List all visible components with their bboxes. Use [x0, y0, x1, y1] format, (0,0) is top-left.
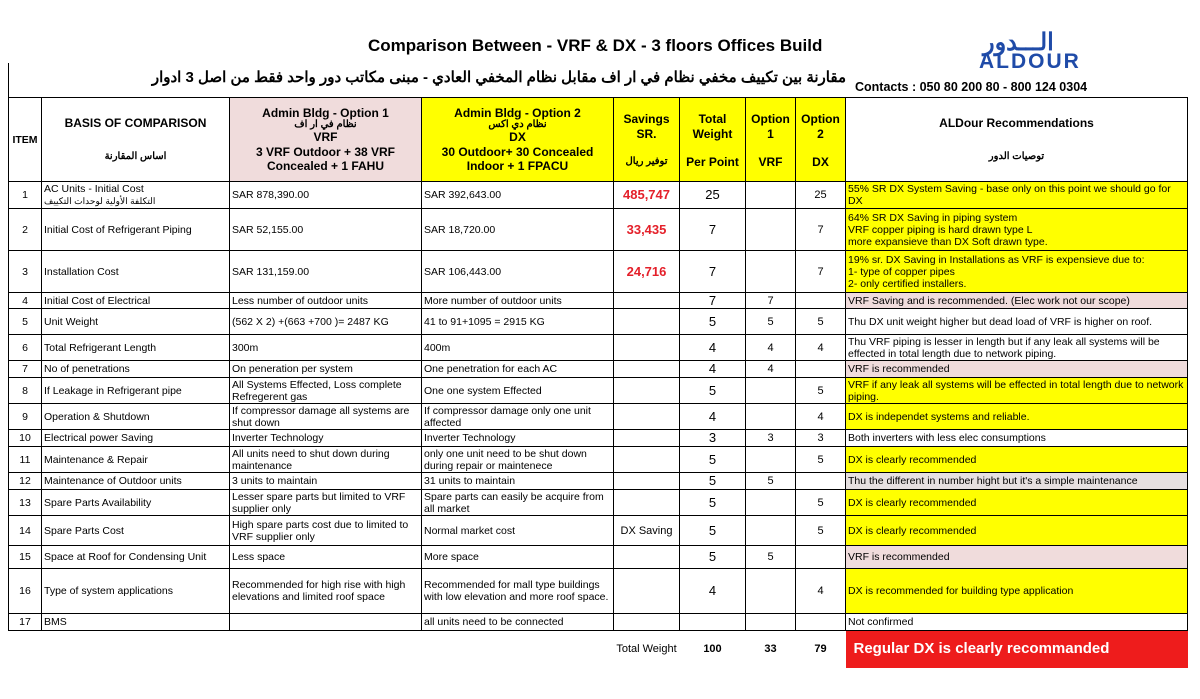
- basis-text: AC Units - Initial Cost: [44, 183, 144, 195]
- item-number-cell: 17: [9, 614, 42, 631]
- basis-text: No of penetrations: [44, 363, 130, 375]
- option2-points-cell: 25: [796, 182, 846, 209]
- option2-cell: Normal market cost: [422, 516, 614, 546]
- option2-points-cell: 4: [796, 335, 846, 361]
- basis-cell: [42, 335, 230, 361]
- recommendation-cell: DX is clearly recommended: [846, 490, 1188, 516]
- item-number-cell: 8: [9, 378, 42, 404]
- savings-cell: 33,435: [614, 209, 680, 251]
- option1-cell: Less space: [230, 546, 422, 569]
- table-row: [9, 182, 1188, 209]
- item-number-cell: 10: [9, 430, 42, 447]
- table-row: [9, 309, 1188, 335]
- option1-total-value: 33: [764, 643, 777, 656]
- header-basis: BASIS OF COMPARISON اساس المقارنة: [42, 98, 230, 182]
- weight-cell: 5: [680, 516, 746, 546]
- footer-spacer-item: [9, 631, 42, 668]
- weight-cell: 5: [680, 447, 746, 473]
- option1-cell: [230, 614, 422, 631]
- item-number-cell: 7: [9, 361, 42, 378]
- item-number-cell: 4: [9, 293, 42, 309]
- header-option2-points: Option 2 DX: [796, 98, 846, 182]
- weight-cell: 3: [680, 430, 746, 447]
- basis-cell: [42, 430, 230, 447]
- basis-cell: [42, 182, 230, 209]
- footer-spacer-opt2: [422, 631, 614, 668]
- savings-cell: [614, 309, 680, 335]
- option1-cell: Less number of outdoor units: [230, 293, 422, 309]
- basis-cell: [42, 251, 230, 293]
- item-number-cell: 16: [9, 569, 42, 614]
- header-option1: Admin Bldg - Option 1 نظام في ار اف VRF 3 VRF Outdoor + 38 VRF Concealed + 1 FAHU: [230, 98, 422, 182]
- basis-cell: [42, 490, 230, 516]
- item-number-cell: 14: [9, 516, 42, 546]
- basis-cell: [42, 404, 230, 430]
- item-number-cell: 11: [9, 447, 42, 473]
- savings-cell: 24,716: [614, 251, 680, 293]
- option2-cell: SAR 18,720.00: [422, 209, 614, 251]
- savings-cell: [614, 361, 680, 378]
- basis-text: Unit Weight: [44, 315, 99, 328]
- header-item: ITEM: [9, 98, 42, 182]
- basis-text: Initial Cost of Electrical: [44, 294, 151, 307]
- total-weight-row: [9, 631, 1188, 668]
- weight-cell: 4: [680, 335, 746, 361]
- header-option2: Admin Bldg - Option 2 نظام دي اكس DX 30 Outdoor+ 30 Concealed Indoor + 1 FPACU: [422, 98, 614, 182]
- weight-cell: 5: [680, 490, 746, 516]
- header-savings: Savings SR. توفير ريال: [614, 98, 680, 182]
- savings-cell: [614, 473, 680, 490]
- option1-cell: (562 X 2) +(663 +700 )= 2487 KG: [230, 309, 422, 335]
- weight-cell: [680, 614, 746, 631]
- option1-cell: 300m: [230, 335, 422, 361]
- option1-points-cell: [746, 490, 796, 516]
- option2-points-cell: 4: [796, 569, 846, 614]
- option1-points-cell: 3: [746, 430, 796, 447]
- option1-cell: SAR 52,155.00: [230, 209, 422, 251]
- basis-text: Spare Parts Cost: [44, 524, 124, 537]
- option2-cell: SAR 106,443.00: [422, 251, 614, 293]
- recommendation-cell: VRF is recommended: [846, 546, 1188, 569]
- option1-points-cell: 5: [746, 473, 796, 490]
- option2-cell: all units need to be connected: [422, 614, 614, 631]
- option2-cell: SAR 392,643.00: [422, 182, 614, 209]
- option1-cell: SAR 878,390.00: [230, 182, 422, 209]
- option1-cell: 3 units to maintain: [230, 473, 422, 490]
- basis-text: Electrical power Saving: [44, 432, 154, 444]
- weight-cell: 4: [680, 361, 746, 378]
- total-weight-value: 100: [703, 643, 722, 656]
- savings-cell: [614, 293, 680, 309]
- table-row: [9, 516, 1188, 546]
- table-row: [9, 378, 1188, 404]
- table-row: [9, 473, 1188, 490]
- option1-cell: High spare parts cost due to limited to VRF supplier only: [230, 516, 422, 546]
- basis-text: Maintenance of Outdoor units: [44, 475, 182, 487]
- footer-spacer-opt1: [230, 631, 422, 668]
- option2-points-cell: 7: [796, 251, 846, 293]
- savings-cell: [614, 546, 680, 569]
- recommendation-cell: Thu VRF piping is lesser in length but if any leak all systems will be effected in total length due to network piping.: [846, 335, 1188, 361]
- option1-cell: All Systems Effected, Loss complete Refregerent gas: [230, 378, 422, 404]
- table-row: [9, 490, 1188, 516]
- basis-cell: [42, 378, 230, 404]
- header-recommendations: ALDour Recommendations توصيات الدور: [846, 98, 1188, 182]
- option1-points-cell: 5: [746, 309, 796, 335]
- savings-cell: [614, 378, 680, 404]
- table-header-row: [9, 98, 1188, 182]
- header-option1-points: Option 1 VRF: [746, 98, 796, 182]
- item-number-cell: 5: [9, 309, 42, 335]
- table-row: [9, 251, 1188, 293]
- table-row: [9, 430, 1188, 447]
- item-number-cell: 15: [9, 546, 42, 569]
- recommendation-cell: VRF if any leak all systems will be effected in total length due to network piping.: [846, 378, 1188, 404]
- recommendation-cell: DX is recommended for building type application: [846, 569, 1188, 614]
- option1-points-cell: 4: [746, 335, 796, 361]
- option2-points-cell: 5: [796, 309, 846, 335]
- option1-points-cell: [746, 569, 796, 614]
- basis-text: Type of system applications: [44, 585, 173, 597]
- option1-points-cell: [746, 251, 796, 293]
- weight-cell: 5: [680, 309, 746, 335]
- savings-cell: [614, 614, 680, 631]
- header-total-weight: Total Weight Per Point: [680, 98, 746, 182]
- table-row: [9, 293, 1188, 309]
- option2-cell: Spare parts can easily be acquire from all market: [422, 490, 614, 516]
- item-number-cell: 2: [9, 209, 42, 251]
- weight-cell: 7: [680, 293, 746, 309]
- item-number-cell: 3: [9, 251, 42, 293]
- option1-points-cell: 7: [746, 293, 796, 309]
- savings-cell: [614, 569, 680, 614]
- contacts-line: Contacts : 050 80 200 80 - 800 124 0304: [855, 80, 1088, 94]
- option2-cell: Recommended for mall type buildings with low elevation and more roof space.: [422, 569, 614, 614]
- option2-points-cell: [796, 293, 846, 309]
- basis-text: If Leakage in Refrigerant pipe: [44, 384, 182, 397]
- savings-cell: [614, 490, 680, 516]
- basis-cell: [42, 309, 230, 335]
- option2-cell: 41 to 91+1095 = 2915 KG: [422, 309, 614, 335]
- basis-cell: [42, 361, 230, 378]
- option2-cell: 31 units to maintain: [422, 473, 614, 490]
- table-row: [9, 447, 1188, 473]
- option2-cell: Inverter Technology: [422, 430, 614, 447]
- basis-cell: [42, 516, 230, 546]
- basis-cell: [42, 473, 230, 490]
- basis-arabic-text: التكلفة الأولية لوحدات التكييف: [44, 196, 156, 206]
- weight-cell: 4: [680, 569, 746, 614]
- savings-cell: [614, 404, 680, 430]
- option2-points-cell: [796, 473, 846, 490]
- option2-points-cell: [796, 614, 846, 631]
- savings-cell: DX Saving: [614, 516, 680, 546]
- option1-points-cell: [746, 182, 796, 209]
- left-border-line: [8, 63, 9, 98]
- weight-cell: 4: [680, 404, 746, 430]
- option1-points-cell: 4: [746, 361, 796, 378]
- basis-cell: [42, 293, 230, 309]
- basis-cell: [42, 209, 230, 251]
- option1-cell: All units need to shut down during maintenance: [230, 447, 422, 473]
- weight-cell: 7: [680, 209, 746, 251]
- item-number-cell: 1: [9, 182, 42, 209]
- basis-text: BMS: [44, 616, 67, 628]
- basis-text: Maintenance & Repair: [44, 453, 148, 466]
- item-number-cell: 6: [9, 335, 42, 361]
- recommendation-cell: 64% SR DX Saving in piping system VRF copper piping is hard drawn type L more expansieve than DX Soft drawn type.: [846, 209, 1188, 251]
- table-row: [9, 335, 1188, 361]
- item-number-cell: 12: [9, 473, 42, 490]
- option1-points-cell: [746, 447, 796, 473]
- logo-english-text: ALDOUR: [979, 50, 1081, 73]
- option1-cell: Recommended for high rise with high elevations and limited roof space: [230, 569, 422, 614]
- option1-points-cell: [746, 378, 796, 404]
- savings-cell: [614, 447, 680, 473]
- option2-cell: 400m: [422, 335, 614, 361]
- option2-cell: If compressor damage only one unit affected: [422, 404, 614, 430]
- weight-cell: 5: [680, 378, 746, 404]
- option2-total-value: 79: [814, 643, 827, 656]
- option2-cell: More space: [422, 546, 614, 569]
- recommendation-cell: Not confirmed: [846, 614, 1188, 631]
- recommendation-cell: VRF is recommended: [846, 361, 1188, 378]
- total-weight-label: Total Weight: [616, 643, 677, 656]
- item-number-cell: 13: [9, 490, 42, 516]
- basis-cell: [42, 569, 230, 614]
- recommendation-cell: DX is clearly recommended: [846, 516, 1188, 546]
- option2-points-cell: [796, 361, 846, 378]
- basis-text: Installation Cost: [44, 265, 119, 278]
- option2-cell: One penetration for each AC: [422, 361, 614, 378]
- basis-cell: [42, 447, 230, 473]
- recommendation-cell: DX is clearly recommended: [846, 447, 1188, 473]
- option1-points-cell: [746, 404, 796, 430]
- weight-cell: 5: [680, 546, 746, 569]
- option1-cell: If compressor damage all systems are shut down: [230, 404, 422, 430]
- option1-cell: Lesser spare parts but limited to VRF supplier only: [230, 490, 422, 516]
- option2-cell: only one unit need to be shut down during repair or maintenece: [422, 447, 614, 473]
- arabic-subtitle: مقارنة بين تكييف مخفي نظام في ار اف مقابل نظام المخفي العادي - مبنى مكاتب دور واحد فقط من اصل 3 ادوار: [151, 69, 846, 86]
- basis-text: Operation & Shutdown: [44, 410, 150, 423]
- aldour-logo: [975, 30, 1085, 75]
- option2-points-cell: 7: [796, 209, 846, 251]
- recommendation-cell: Both inverters with less elec consumptions: [846, 430, 1188, 447]
- table-row: [9, 361, 1188, 378]
- option2-points-cell: 5: [796, 378, 846, 404]
- option2-cell: One one system Effected: [422, 378, 614, 404]
- comparison-table: [8, 97, 1188, 668]
- document-title: Comparison Between - VRF & DX - 3 floors Offices Build: [368, 36, 823, 55]
- recommendation-cell: Thu DX unit weight higher but dead load of VRF is higher on roof.: [846, 309, 1188, 335]
- option2-points-cell: 3: [796, 430, 846, 447]
- savings-cell: [614, 335, 680, 361]
- savings-cell: 485,747: [614, 182, 680, 209]
- table-row: [9, 546, 1188, 569]
- recommendation-cell: Thu the different in number hight but it's a simple maintenance: [846, 473, 1188, 490]
- recommendation-cell: VRF Saving and is recommended. (Elec work not our scope): [846, 293, 1188, 309]
- option1-points-cell: [746, 614, 796, 631]
- table-row: [9, 404, 1188, 430]
- logo-arabic-text: الـــدور: [983, 29, 1054, 56]
- weight-cell: 5: [680, 473, 746, 490]
- basis-cell: [42, 614, 230, 631]
- table-row: [9, 614, 1188, 631]
- recommendation-cell: 19% sr. DX Saving in Installations as VRF is expensieve due to: 1- type of copper pipes 2- only certified installers.: [846, 251, 1188, 293]
- recommendation-cell: 55% SR DX System Saving - base only on this point we should go for DX: [846, 182, 1188, 209]
- option1-points-cell: [746, 516, 796, 546]
- weight-cell: 7: [680, 251, 746, 293]
- basis-text: Initial Cost of Refrigerant Piping: [44, 223, 192, 236]
- option2-points-cell: 5: [796, 490, 846, 516]
- option2-cell: More number of outdoor units: [422, 293, 614, 309]
- table-row: [9, 569, 1188, 614]
- option1-cell: Inverter Technology: [230, 430, 422, 447]
- option1-points-cell: 5: [746, 546, 796, 569]
- basis-text: Spare Parts Availability: [44, 496, 152, 509]
- option2-points-cell: 5: [796, 516, 846, 546]
- basis-cell: [42, 546, 230, 569]
- recommendation-cell: DX is independet systems and reliable.: [846, 404, 1188, 430]
- basis-text: Space at Roof for Condensing Unit: [44, 551, 207, 563]
- basis-text: Total Refrigerant Length: [44, 341, 157, 354]
- option1-cell: SAR 131,159.00: [230, 251, 422, 293]
- savings-cell: [614, 430, 680, 447]
- option1-cell: On peneration per system: [230, 361, 422, 378]
- option2-points-cell: [796, 546, 846, 569]
- footer-spacer-basis: [42, 631, 230, 668]
- option1-points-cell: [746, 209, 796, 251]
- table-row: [9, 209, 1188, 251]
- option2-points-cell: 4: [796, 404, 846, 430]
- option2-points-cell: 5: [796, 447, 846, 473]
- item-number-cell: 9: [9, 404, 42, 430]
- final-recommendation-banner: Regular DX is clearly recommanded: [846, 631, 1188, 668]
- weight-cell: 25: [680, 182, 746, 209]
